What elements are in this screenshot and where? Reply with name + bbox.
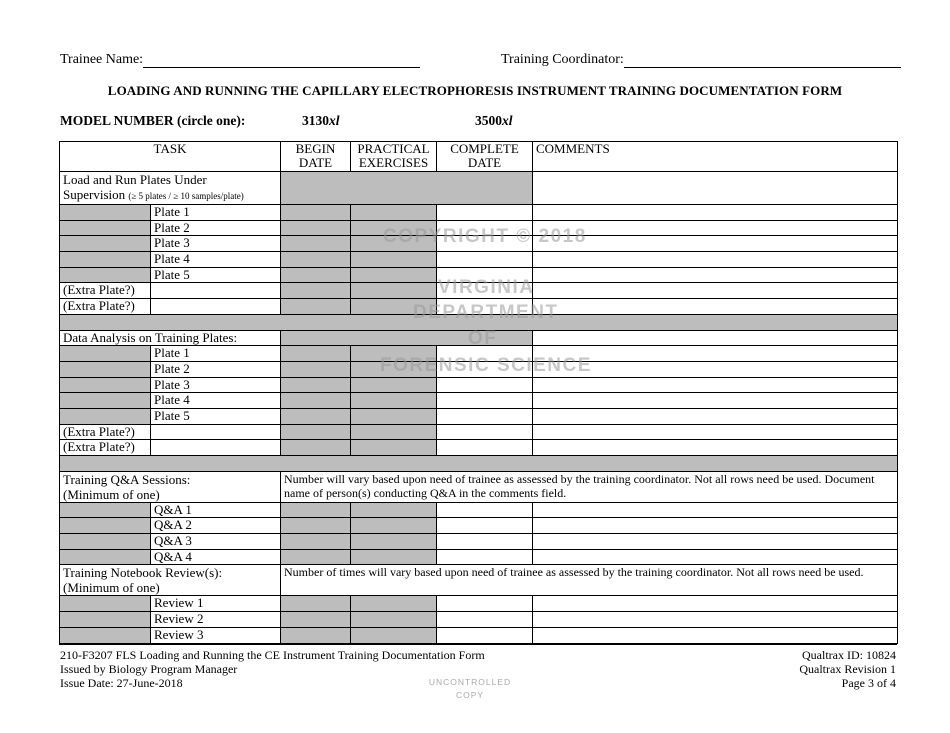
table-row bbox=[60, 502, 898, 518]
row-label: (Extra Plate?) bbox=[60, 283, 151, 299]
training-coordinator-line[interactable] bbox=[624, 53, 901, 68]
extra-label-cell[interactable] bbox=[151, 440, 281, 456]
shaded-cell bbox=[351, 408, 437, 424]
model-number-label: MODEL NUMBER (circle one): bbox=[60, 113, 246, 128]
complete-date-cell[interactable] bbox=[437, 393, 533, 409]
shaded-cell bbox=[351, 299, 437, 315]
extra-label-cell[interactable] bbox=[151, 283, 281, 299]
header-begin-date bbox=[281, 142, 351, 172]
shaded-cell bbox=[351, 283, 437, 299]
section-divider-row bbox=[60, 314, 898, 330]
load-section-title-line2: Supervision bbox=[63, 187, 126, 202]
complete-date-cell[interactable] bbox=[437, 424, 533, 440]
review-section-title-line2: (Minimum of one) bbox=[63, 580, 160, 596]
watermark-forensic-science: FORENSIC SCIENCE bbox=[380, 355, 592, 376]
table-row bbox=[60, 612, 898, 628]
table-row bbox=[60, 627, 898, 643]
comments-cell[interactable] bbox=[533, 346, 898, 362]
watermark-of: OF bbox=[468, 328, 498, 349]
watermark-virginia: VIRGINIA bbox=[438, 277, 535, 298]
table-row bbox=[60, 220, 898, 236]
header-complete-date bbox=[437, 142, 533, 172]
row-label: (Extra Plate?) bbox=[60, 440, 151, 456]
shaded-cell bbox=[60, 252, 151, 268]
complete-date-cell[interactable] bbox=[437, 518, 533, 534]
shaded-cell bbox=[60, 502, 151, 518]
shaded-cell bbox=[281, 377, 351, 393]
comments-cell[interactable] bbox=[533, 220, 898, 236]
shaded-cell bbox=[281, 346, 351, 362]
comments-cell[interactable] bbox=[533, 252, 898, 268]
shaded-cell bbox=[60, 267, 151, 283]
shaded-cell bbox=[281, 408, 351, 424]
row-label: (Extra Plate?) bbox=[60, 299, 151, 315]
shaded-cell bbox=[60, 377, 151, 393]
shaded-cell bbox=[60, 220, 151, 236]
review-section-title bbox=[60, 565, 281, 596]
complete-date-cell[interactable] bbox=[437, 205, 533, 221]
extra-label-cell[interactable] bbox=[151, 424, 281, 440]
shaded-cell bbox=[281, 549, 351, 565]
model-option-3500xl-number: 3500 bbox=[475, 113, 502, 128]
shaded-cell bbox=[60, 408, 151, 424]
comments-cell[interactable] bbox=[533, 172, 898, 205]
shaded-cell bbox=[351, 236, 437, 252]
comments-cell[interactable] bbox=[533, 377, 898, 393]
shaded-cell bbox=[351, 361, 437, 377]
shaded-cell bbox=[351, 393, 437, 409]
review-section-title-line1: Training Notebook Review(s): bbox=[63, 565, 223, 581]
model-option-3500xl-suffix: xl bbox=[502, 113, 513, 128]
extra-label-cell[interactable] bbox=[151, 299, 281, 315]
table-row bbox=[60, 267, 898, 283]
row-label: Plate 1 bbox=[151, 205, 281, 221]
review-section-note: Number of times will vary based upon need of trainee as assessed by the training coordinator. Not all rows need be used. bbox=[281, 565, 898, 596]
shaded-cell bbox=[351, 549, 437, 565]
comments-cell[interactable] bbox=[533, 627, 898, 643]
shaded-cell bbox=[281, 283, 351, 299]
complete-date-cell[interactable] bbox=[437, 596, 533, 612]
header-comments: COMMENTS bbox=[533, 142, 898, 172]
header-practical-exercises bbox=[351, 142, 437, 172]
shaded-cell bbox=[281, 205, 351, 221]
shaded-cell bbox=[281, 267, 351, 283]
comments-cell[interactable] bbox=[533, 205, 898, 221]
row-label: Plate 5 bbox=[151, 267, 281, 283]
comments-cell[interactable] bbox=[533, 361, 898, 377]
comments-cell[interactable] bbox=[533, 549, 898, 565]
uncontrolled-copy-stamp bbox=[420, 676, 520, 702]
complete-date-cell[interactable] bbox=[437, 299, 533, 315]
qa-section-title-line1: Training Q&A Sessions: bbox=[63, 471, 191, 487]
row-label: Q&A 4 bbox=[151, 549, 281, 565]
table-row bbox=[60, 377, 898, 393]
table-row bbox=[60, 299, 898, 315]
shaded-cell bbox=[351, 346, 437, 362]
header-task: TASK bbox=[60, 142, 281, 172]
comments-cell[interactable] bbox=[533, 534, 898, 550]
complete-date-cell[interactable] bbox=[437, 220, 533, 236]
footer-page-number: Page 3 of 4 bbox=[841, 676, 896, 690]
table-row bbox=[60, 283, 898, 299]
trainee-name-field bbox=[60, 52, 420, 68]
row-label: Plate 2 bbox=[151, 220, 281, 236]
shaded-divider bbox=[60, 314, 898, 330]
shaded-cell bbox=[60, 393, 151, 409]
shaded-cell bbox=[281, 440, 351, 456]
load-section-row bbox=[60, 172, 898, 205]
comments-cell[interactable] bbox=[533, 267, 898, 283]
shaded-cell bbox=[60, 549, 151, 565]
comments-cell[interactable] bbox=[533, 424, 898, 440]
complete-date-cell[interactable] bbox=[437, 408, 533, 424]
table-row bbox=[60, 408, 898, 424]
shaded-cell bbox=[60, 534, 151, 550]
row-label: Plate 4 bbox=[151, 252, 281, 268]
shaded-cell bbox=[281, 596, 351, 612]
load-section-title bbox=[60, 172, 281, 205]
shaded-cell bbox=[60, 205, 151, 221]
qa-section-note: Number will vary based upon need of trainee as assessed by the training coordinator. Not all rows need be used. Document name of person(s) conducting Q&A in the comments field. bbox=[281, 471, 898, 502]
model-option-3130xl-number: 3130 bbox=[302, 113, 329, 128]
shaded-cell bbox=[60, 627, 151, 643]
shaded-cell bbox=[351, 424, 437, 440]
shaded-cell bbox=[60, 596, 151, 612]
footer-qualtrax-id: Qualtrax ID: 10824 bbox=[802, 648, 896, 662]
trainee-name-label: Trainee Name: bbox=[60, 52, 144, 67]
row-label: Plate 3 bbox=[151, 236, 281, 252]
complete-date-cell[interactable] bbox=[437, 534, 533, 550]
row-label: Q&A 1 bbox=[151, 502, 281, 518]
header-complete-line2: DATE bbox=[467, 155, 502, 170]
shaded-cell bbox=[60, 346, 151, 362]
shaded-cell bbox=[351, 518, 437, 534]
model-option-3130xl-suffix: xl bbox=[329, 113, 340, 128]
table-row bbox=[60, 205, 898, 221]
shaded-cell bbox=[281, 299, 351, 315]
table-row bbox=[60, 440, 898, 456]
row-label: Plate 5 bbox=[151, 408, 281, 424]
shaded-cell bbox=[351, 502, 437, 518]
shaded-cell bbox=[351, 534, 437, 550]
header-begin-date-line2: DATE bbox=[298, 155, 333, 170]
shaded-cell bbox=[351, 612, 437, 628]
complete-date-cell[interactable] bbox=[437, 377, 533, 393]
row-label: Q&A 3 bbox=[151, 534, 281, 550]
table-row bbox=[60, 236, 898, 252]
table-row bbox=[60, 361, 898, 377]
comments-cell[interactable] bbox=[533, 393, 898, 409]
comments-cell[interactable] bbox=[533, 518, 898, 534]
shaded-cell bbox=[351, 220, 437, 236]
comments-cell[interactable] bbox=[533, 612, 898, 628]
shaded-cell bbox=[60, 612, 151, 628]
uncontrolled-line1: UNCONTROLLED bbox=[428, 677, 512, 687]
shaded-cell bbox=[351, 440, 437, 456]
shaded-cell bbox=[60, 518, 151, 534]
shaded-cell bbox=[281, 236, 351, 252]
footer-issued-by: Issued by Biology Program Manager bbox=[60, 662, 238, 676]
shaded-cell bbox=[60, 236, 151, 252]
comments-cell[interactable] bbox=[533, 236, 898, 252]
footer-issue-date: Issue Date: 27-June-2018 bbox=[60, 676, 183, 690]
shaded-divider bbox=[60, 456, 898, 472]
qa-section-title-line2: (Minimum of one) bbox=[63, 486, 160, 502]
comments-cell[interactable] bbox=[533, 330, 898, 346]
shaded-cell bbox=[351, 377, 437, 393]
comments-cell[interactable] bbox=[533, 283, 898, 299]
shaded-cell bbox=[281, 252, 351, 268]
shaded-cell bbox=[281, 424, 351, 440]
review-section-row bbox=[60, 565, 898, 596]
row-label: Plate 3 bbox=[151, 377, 281, 393]
shaded-cell bbox=[351, 596, 437, 612]
header-complete-line1: COMPLETE bbox=[450, 141, 519, 156]
load-section-title-line1: Load and Run Plates Under bbox=[63, 172, 207, 187]
comments-cell[interactable] bbox=[533, 440, 898, 456]
shaded-cell bbox=[281, 518, 351, 534]
shaded-cell bbox=[281, 612, 351, 628]
qa-section-row bbox=[60, 471, 898, 502]
table-header-row bbox=[60, 142, 898, 172]
shaded-cell bbox=[351, 252, 437, 268]
form-title: LOADING AND RUNNING THE CAPILLARY ELECTROPHORESIS INSTRUMENT TRAINING DOCUMENTATION FORM bbox=[107, 83, 843, 98]
model-option-3500xl[interactable] bbox=[475, 113, 513, 129]
table-row bbox=[60, 549, 898, 565]
row-label: Plate 4 bbox=[151, 393, 281, 409]
table-row bbox=[60, 346, 898, 362]
shaded-cell bbox=[351, 267, 437, 283]
comments-cell[interactable] bbox=[533, 408, 898, 424]
table-row bbox=[60, 534, 898, 550]
training-coordinator-field bbox=[501, 52, 901, 68]
table-row bbox=[60, 596, 898, 612]
row-label: Plate 1 bbox=[151, 346, 281, 362]
shaded-cell bbox=[281, 361, 351, 377]
model-option-3130xl[interactable] bbox=[302, 113, 340, 129]
table-row bbox=[60, 424, 898, 440]
complete-date-cell[interactable] bbox=[437, 627, 533, 643]
analysis-section-row bbox=[60, 330, 898, 346]
row-label: Review 1 bbox=[151, 596, 281, 612]
row-label: (Extra Plate?) bbox=[60, 424, 151, 440]
complete-date-cell[interactable] bbox=[437, 346, 533, 362]
comments-cell[interactable] bbox=[533, 299, 898, 315]
shaded-cell bbox=[281, 627, 351, 643]
watermark-copyright: COPYRIGHT © 2018 bbox=[383, 226, 587, 247]
watermark-department: DEPARTMENT bbox=[413, 302, 559, 323]
shaded-cell bbox=[281, 172, 533, 205]
footer-qualtrax-revision: Qualtrax Revision 1 bbox=[799, 662, 896, 676]
complete-date-cell[interactable] bbox=[437, 361, 533, 377]
table-row bbox=[60, 393, 898, 409]
header-practical-line2: EXERCISES bbox=[358, 155, 429, 170]
complete-date-cell[interactable] bbox=[437, 549, 533, 565]
shaded-cell bbox=[281, 534, 351, 550]
section-divider-row bbox=[60, 456, 898, 472]
complete-date-cell[interactable] bbox=[437, 252, 533, 268]
row-label: Review 3 bbox=[151, 627, 281, 643]
shaded-cell bbox=[281, 330, 533, 346]
complete-date-cell[interactable] bbox=[437, 440, 533, 456]
comments-cell[interactable] bbox=[533, 502, 898, 518]
shaded-cell bbox=[281, 502, 351, 518]
row-label: Q&A 2 bbox=[151, 518, 281, 534]
training-coordinator-label: Training Coordinator: bbox=[501, 52, 624, 67]
shaded-cell bbox=[60, 361, 151, 377]
complete-date-cell[interactable] bbox=[437, 612, 533, 628]
load-section-note: (≥ 5 plates / ≥ 10 samples/plate) bbox=[128, 191, 244, 201]
shaded-cell bbox=[351, 205, 437, 221]
complete-date-cell[interactable] bbox=[437, 236, 533, 252]
analysis-section-title: Data Analysis on Training Plates: bbox=[60, 330, 281, 346]
table-row bbox=[60, 252, 898, 268]
shaded-cell bbox=[281, 393, 351, 409]
complete-date-cell[interactable] bbox=[437, 267, 533, 283]
shaded-cell bbox=[351, 627, 437, 643]
uncontrolled-line2: COPY bbox=[455, 690, 485, 700]
footer-right bbox=[799, 648, 896, 690]
footer-divider bbox=[59, 644, 897, 645]
complete-date-cell[interactable] bbox=[437, 283, 533, 299]
qa-section-title bbox=[60, 471, 281, 502]
header-practical-line1: PRACTICAL bbox=[357, 141, 430, 156]
shaded-cell bbox=[281, 220, 351, 236]
complete-date-cell[interactable] bbox=[437, 502, 533, 518]
trainee-name-line[interactable] bbox=[143, 53, 420, 68]
table-row bbox=[60, 518, 898, 534]
row-label: Review 2 bbox=[151, 612, 281, 628]
training-table bbox=[59, 141, 898, 644]
row-label: Plate 2 bbox=[151, 361, 281, 377]
header-begin-date-line1: BEGIN bbox=[295, 141, 336, 156]
footer-doc-id: 210-F3207 FLS Loading and Running the CE Instrument Training Documentation Form bbox=[60, 648, 485, 662]
comments-cell[interactable] bbox=[533, 596, 898, 612]
